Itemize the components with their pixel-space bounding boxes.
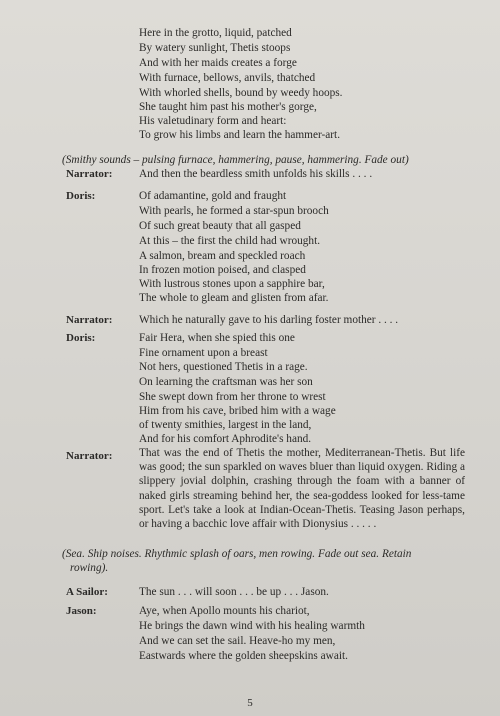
stage-direction: (Sea. Ship noises. Rhythmic splash of oars, men rowing. Fade out sea. Retain	[62, 548, 412, 560]
dialogue-line: And then the beardless smith unfolds his skills . . . .	[139, 168, 373, 180]
speaker-label: Narrator:	[66, 450, 113, 462]
verse-line: His valetudinary form and heart:	[139, 115, 287, 127]
verse-line: Fair Hera, when she spied this one	[139, 332, 295, 344]
verse-line: Not hers, questioned Thetis in a rage.	[139, 361, 308, 373]
verse-line: He brings the dawn wind with his healing warmth	[139, 620, 365, 632]
verse-line: Of adamantine, gold and fraught	[139, 190, 287, 202]
verse-line: With pearls, he formed a star-spun brooch	[139, 205, 329, 217]
verse-line: And with her maids creates a forge	[139, 57, 297, 69]
verse-line: She swept down from her throne to wrest	[139, 391, 326, 403]
stage-direction: (Smithy sounds – pulsing furnace, hammering, pause, hammering. Fade out)	[62, 154, 409, 166]
speaker-label: Jason:	[66, 605, 97, 617]
page-number: 5	[247, 697, 253, 709]
speaker-label: Narrator:	[66, 314, 113, 326]
verse-line: With lustrous stones upon a sapphire bar,	[139, 278, 325, 290]
verse-line: Here in the grotto, liquid, patched	[139, 27, 292, 39]
verse-line: Eastwards where the golden sheepskins await.	[139, 650, 348, 662]
verse-line: of twenty smithies, largest in the land,	[139, 419, 312, 431]
dialogue-line: Which he naturally gave to his darling foster mother . . . .	[139, 314, 399, 326]
speaker-label: Doris:	[66, 332, 96, 344]
verse-line: At this – the first the child had wrought.	[139, 235, 321, 247]
verse-line: Of such great beauty that all gasped	[139, 220, 301, 232]
speaker-label: Narrator:	[66, 168, 113, 180]
verse-line: And we can set the sail. Heave-ho my men,	[139, 635, 336, 647]
verse-line: To grow his limbs and learn the hammer-art.	[139, 129, 341, 141]
verse-line: With furnace, bellows, anvils, thatched	[139, 72, 316, 84]
verse-line: The whole to gleam and glisten from afar.	[139, 292, 329, 304]
verse-line: And for his comfort Aphrodite's hand.	[139, 433, 312, 445]
verse-line: She taught him past his mother's gorge,	[139, 101, 317, 113]
stage-direction: rowing).	[70, 562, 109, 574]
verse-line: On learning the craftsman was her son	[139, 376, 313, 388]
dialogue-line: The sun . . . will soon . . . be up . . . Jason.	[139, 586, 329, 598]
verse-line: A salmon, bream and speckled roach	[139, 250, 306, 262]
verse-line: Aye, when Apollo mounts his chariot,	[139, 605, 310, 617]
verse-line: With whorled shells, bound by weedy hoops.	[139, 87, 343, 99]
narrator-paragraph: That was the end of Thetis the mother, Mediterranean-Thetis. But life was good; the sun sparkled on waves bluer than liquid oxygen. Riding a slippery jovial dolphin, crashing through the foam with a banner of naked girls streaming behind her, the sea-goddess looked for less-tame sport. Let's take a look at Indian-Ocean-Thetis. Teasing Jason perhaps, or having a bacchic love affair with Dionysius . . . . .	[139, 447, 465, 531]
verse-line: By watery sunlight, Thetis stoops	[139, 42, 291, 54]
verse-line: Fine ornament upon a breast	[139, 347, 268, 359]
verse-line: Him from his cave, bribed him with a wage	[139, 405, 336, 417]
speaker-label: A Sailor:	[66, 586, 108, 598]
speaker-label: Doris:	[66, 190, 96, 202]
verse-line: In frozen motion poised, and clasped	[139, 264, 306, 276]
